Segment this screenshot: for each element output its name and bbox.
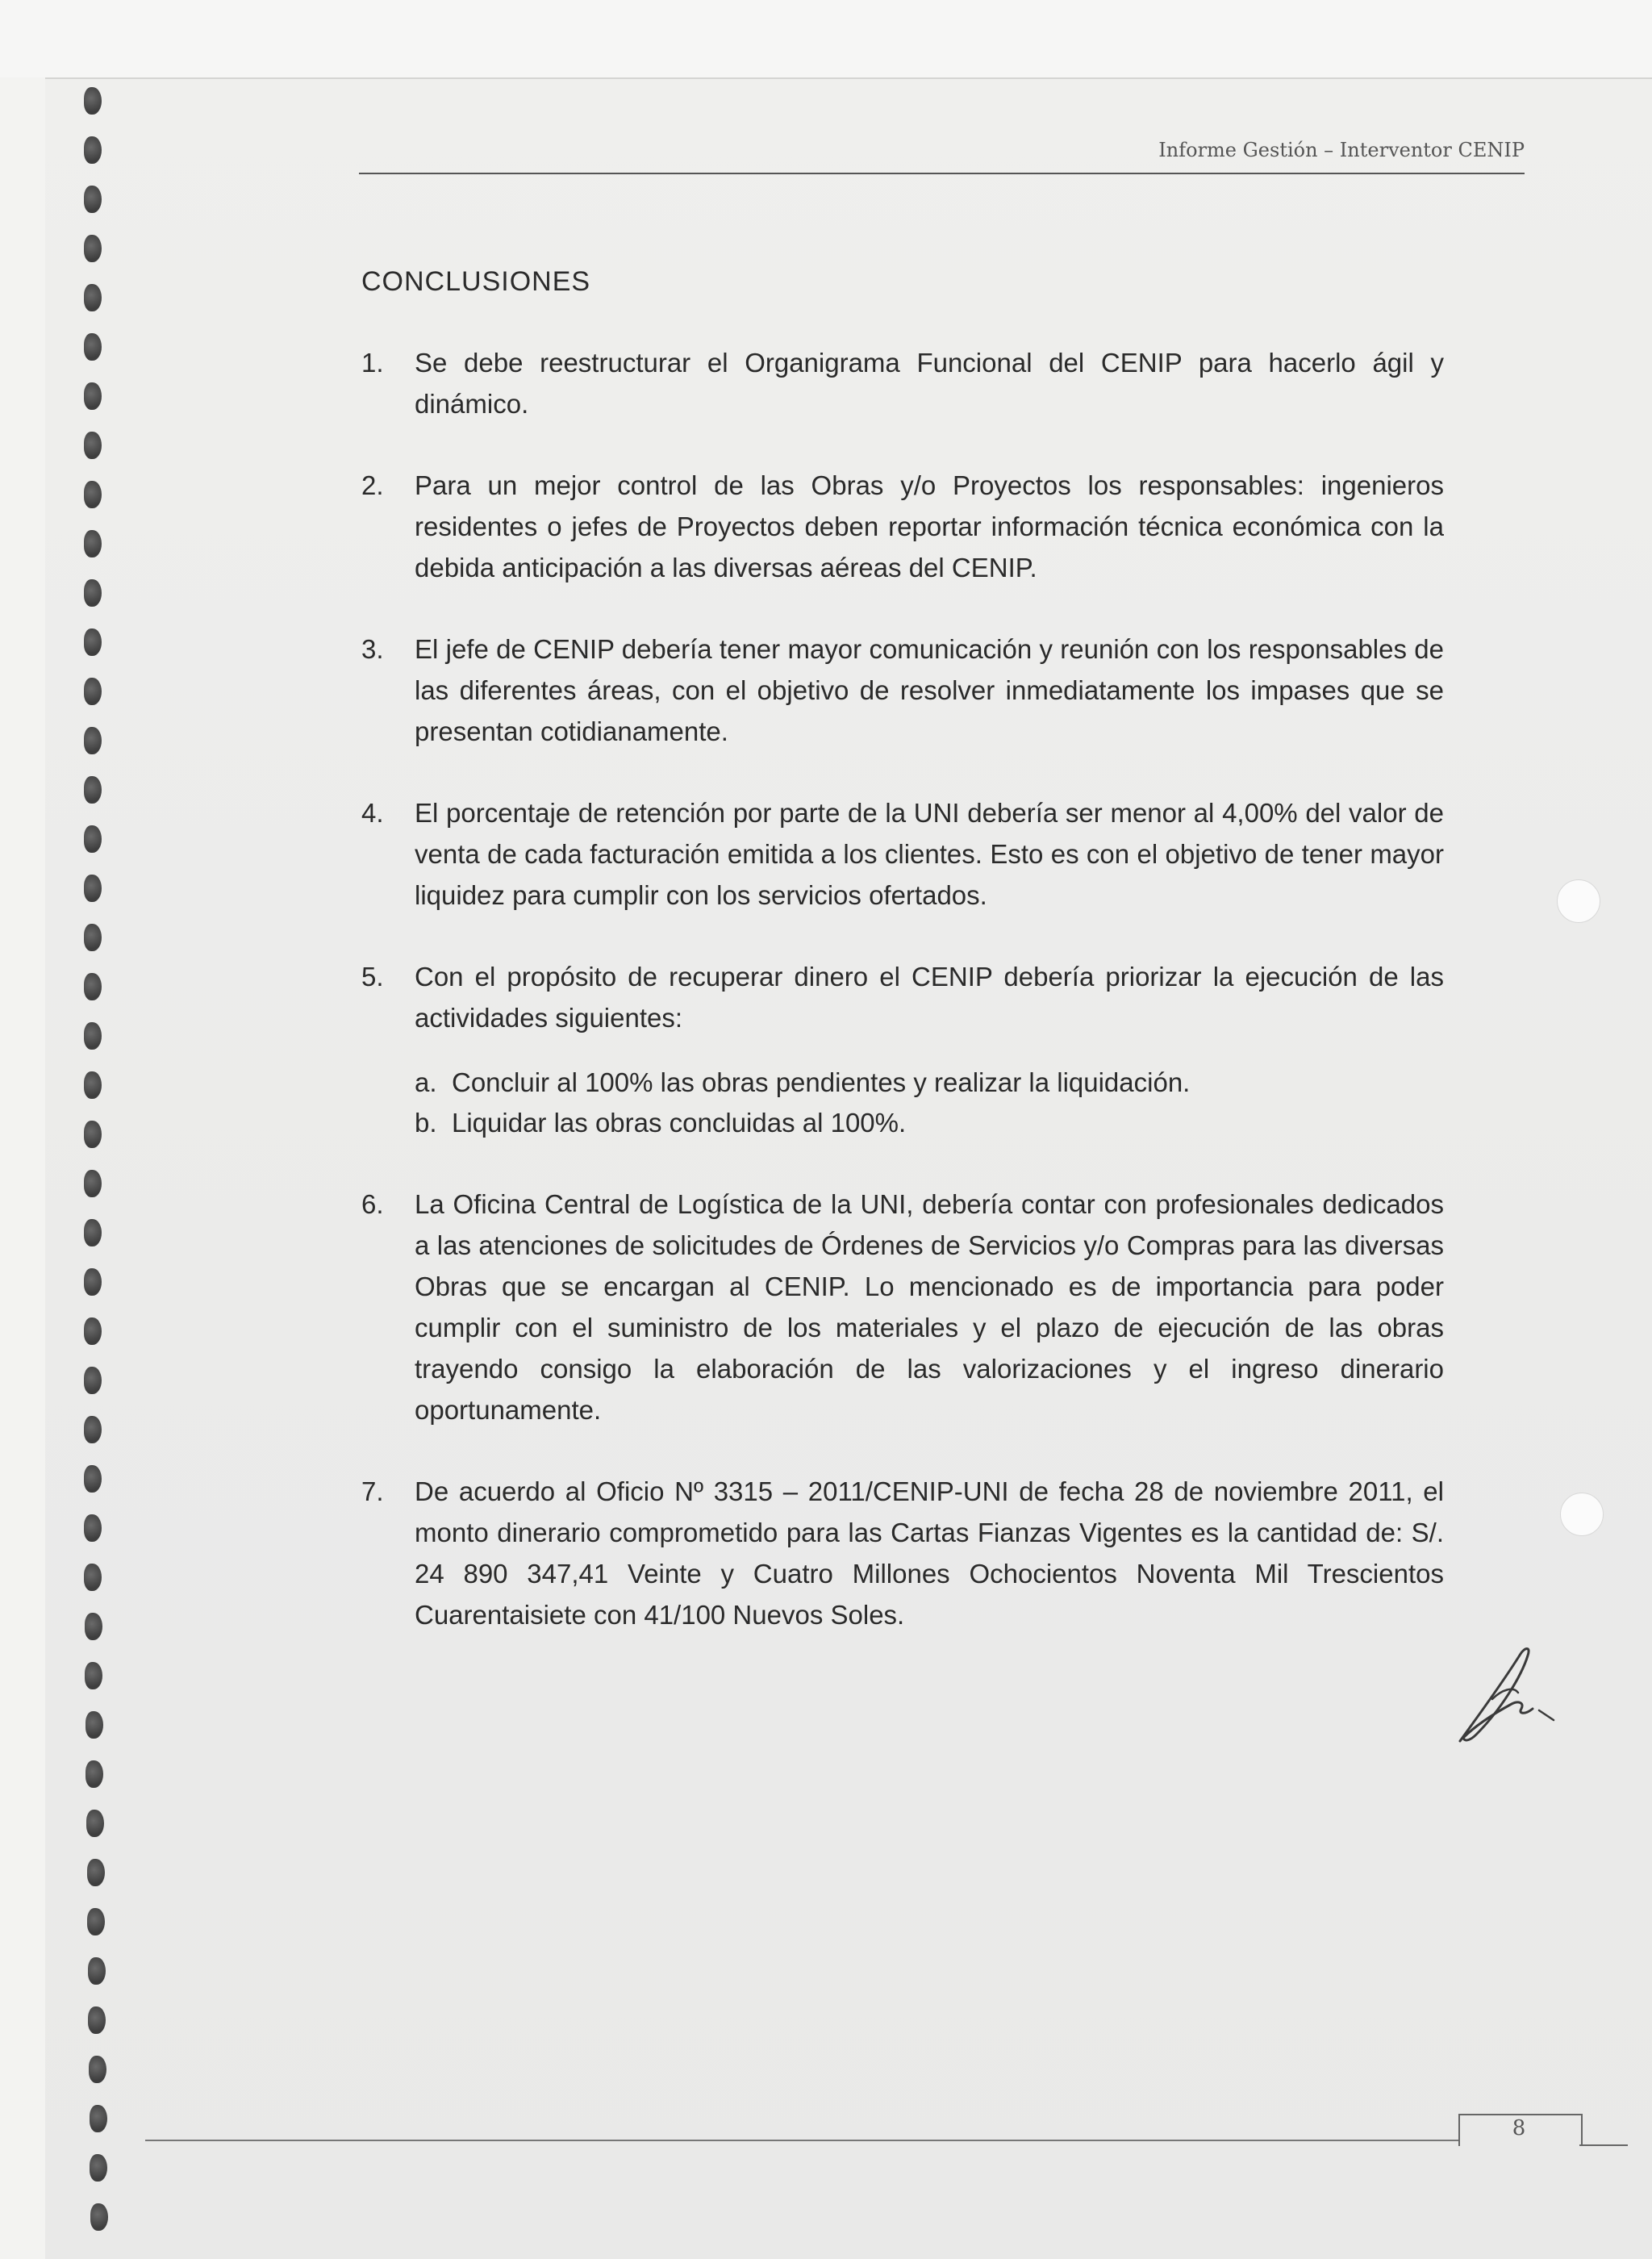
- item-text: De acuerdo al Oficio Nº 3315 – 2011/CENIP-UNI de fecha 28 de noviembre 2011, el monto dinerario comprometido para las Cartas Fianzas Vigentes es la cantidad de: S/. 24 890 347,41 Veinte y Cuatro Millones Ochocientos Noventa Mil Trescientos Cuarentaisiete con 41/100 Nuevos Soles.: [415, 1476, 1444, 1630]
- sub-item-text: Liquidar las obras concluidas al 100%.: [452, 1108, 907, 1138]
- list-item: [361, 1471, 1444, 1635]
- binding-hole: [84, 186, 102, 213]
- binding-hole: [84, 1416, 102, 1443]
- binding-hole: [84, 1268, 102, 1296]
- sub-item-letter: a.: [415, 1067, 437, 1097]
- binding-hole: [84, 1465, 102, 1493]
- running-header: Informe Gestión – Interventor CENIP: [1158, 139, 1525, 161]
- list-item: [361, 956, 1444, 1143]
- binding-hole: [84, 579, 102, 607]
- binding-hole: [90, 2154, 107, 2182]
- binding-hole: [89, 2056, 106, 2083]
- list-item: [361, 1184, 1444, 1430]
- sub-item-letter: b.: [415, 1108, 437, 1138]
- item-text: Con el propósito de recuperar dinero el CENIP debería priorizar la ejecución de las actividades siguientes:: [415, 962, 1444, 1033]
- item-text: Se debe reestructurar el Organigrama Funcional del CENIP para hacerlo ágil y dinámico.: [415, 348, 1444, 419]
- binding-hole: [84, 481, 102, 508]
- item-text: La Oficina Central de Logística de la UNI, debería contar con profesionales dedicados a las atenciones de solicitudes de Órdenes de Servicios y/o Compras para las diversas Obras que se encargan al CENIP. Lo mencionado es de importancia para poder cumplir con el suministro de los materiales y el plazo de ejecución de las obras trayendo consigo la elaboración de las valorizaciones y el ingreso dinerario oportunamente.: [415, 1189, 1444, 1425]
- binding-hole: [84, 1022, 102, 1050]
- binding-hole: [87, 1859, 105, 1886]
- binding-hole: [86, 1760, 103, 1788]
- sub-list-item: [415, 1063, 1444, 1103]
- scan-background: [0, 0, 1652, 77]
- punch-hole: [1560, 1493, 1604, 1536]
- binding-hole: [90, 2203, 108, 2231]
- binding-hole: [84, 530, 102, 557]
- binding-hole: [84, 87, 102, 115]
- punch-hole: [1557, 879, 1600, 923]
- item-number: 7.: [361, 1476, 384, 1506]
- sub-item-text: Concluir al 100% las obras pendientes y realizar la liquidación.: [452, 1067, 1191, 1097]
- item-number: 2.: [361, 470, 384, 500]
- binding-hole: [84, 727, 102, 754]
- binding-hole: [84, 973, 102, 1000]
- item-text: El porcentaje de retención por parte de la UNI debería ser menor al 4,00% del valor de venta de cada facturación emitida a los clientes. Esto es con el objetivo de tener mayor liquidez para cumplir con los servicios ofertados.: [415, 798, 1444, 910]
- conclusions-list: [361, 342, 1444, 1676]
- sub-list-item: [415, 1103, 1444, 1143]
- footer-rule: [145, 2140, 1460, 2141]
- binding-hole: [84, 924, 102, 951]
- binding-hole: [84, 284, 102, 311]
- binding-hole: [84, 333, 102, 361]
- header-rule: [359, 173, 1525, 174]
- binding-hole: [84, 776, 102, 804]
- binding-hole: [84, 628, 102, 656]
- binding-hole: [84, 136, 102, 164]
- binding-hole: [84, 1564, 102, 1591]
- list-item: [361, 342, 1444, 424]
- item-number: 5.: [361, 962, 384, 992]
- binding-hole: [84, 432, 102, 459]
- page-number: 8: [1512, 2116, 1526, 2140]
- binding-hole: [84, 1367, 102, 1394]
- binding-hole: [87, 1908, 105, 1935]
- item-number: 3.: [361, 634, 384, 664]
- binding-hole: [84, 1121, 102, 1148]
- binding-hole: [90, 2105, 107, 2132]
- binding-hole: [84, 1514, 102, 1542]
- binding-hole: [84, 235, 102, 262]
- binding-hole: [86, 1810, 104, 1837]
- item-number: 4.: [361, 798, 384, 828]
- binding-hole: [88, 1957, 106, 1985]
- binding-hole: [84, 1219, 102, 1246]
- binding-hole: [84, 1170, 102, 1197]
- binding-hole: [86, 1711, 103, 1739]
- item-text: Para un mejor control de las Obras y/o Proyectos los responsables: ingenieros residentes o jefes de Proyectos deben reportar información técnica económica con la debida anticipación a las diversas aéreas del CENIP.: [415, 470, 1444, 582]
- handwritten-signature: [1444, 1630, 1565, 1751]
- section-title: CONCLUSIONES: [361, 266, 591, 297]
- list-item: [361, 628, 1444, 752]
- list-item: [361, 792, 1444, 916]
- binding-hole: [84, 825, 102, 853]
- binding-hole: [85, 1662, 102, 1689]
- binding-hole: [84, 875, 102, 902]
- binding-hole: [84, 678, 102, 705]
- item-number: 6.: [361, 1189, 384, 1219]
- sub-list: [415, 1063, 1444, 1143]
- list-item: [361, 465, 1444, 588]
- item-text: El jefe de CENIP debería tener mayor comunicación y reunión con los responsables de las diferentes áreas, con el objetivo de resolver inmediatamente los impases que se presentan cotidianamente.: [415, 634, 1444, 746]
- binding-hole: [84, 1317, 102, 1345]
- binding-hole: [85, 1613, 102, 1640]
- binding-hole: [84, 1071, 102, 1099]
- binding-hole: [84, 382, 102, 410]
- item-number: 1.: [361, 348, 384, 378]
- binding-hole: [88, 2006, 106, 2034]
- footer-rule-end: [1579, 2144, 1628, 2146]
- spiral-binding: [84, 81, 116, 2257]
